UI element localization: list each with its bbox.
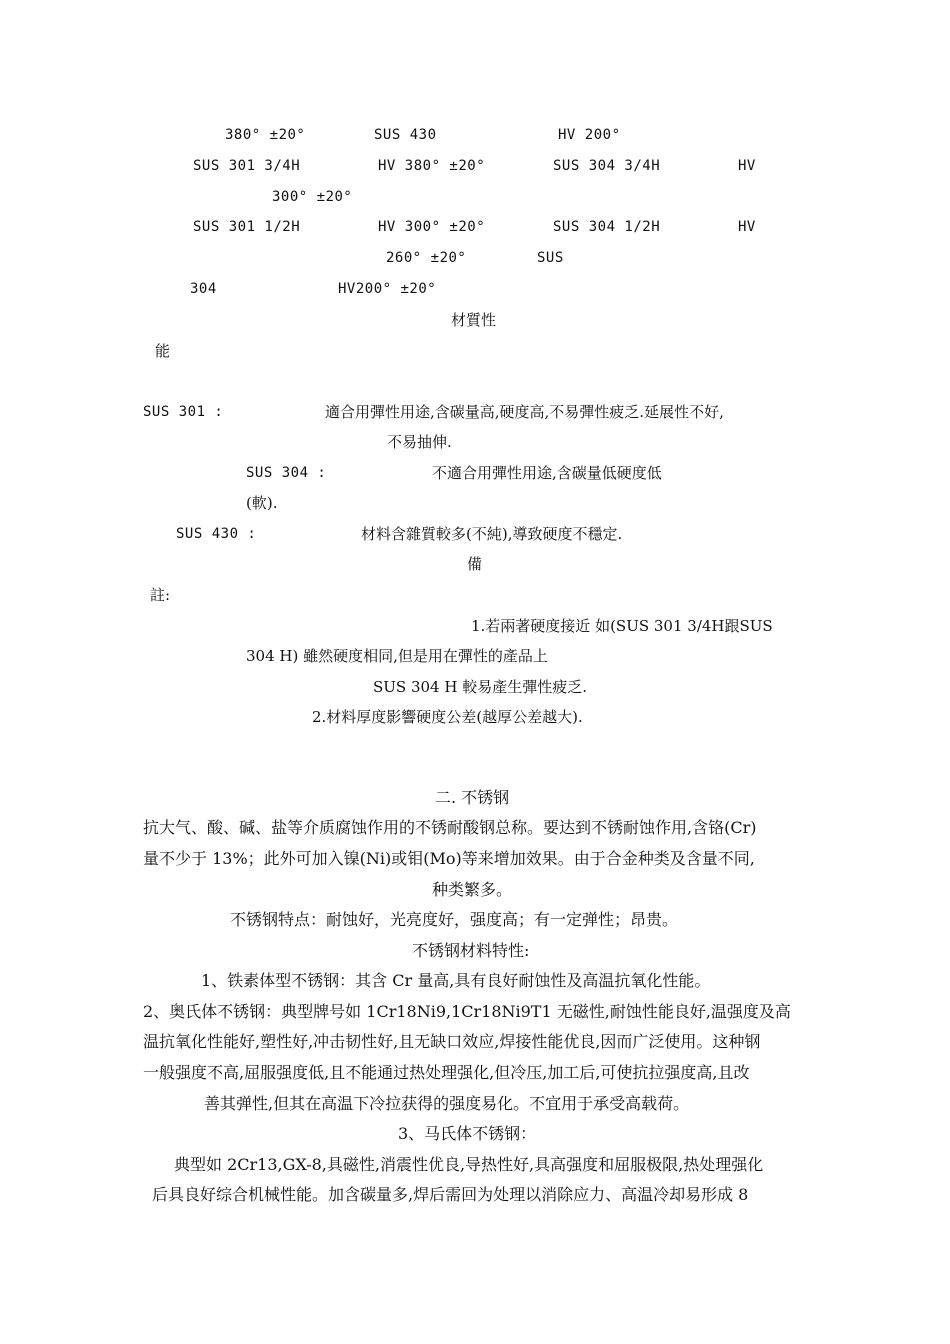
paragraph-line: 量不少于 13%；此外可加入镍(Ni)或钼(Mo)等来增加效果。由于合金种类及含量不同, [143,849,755,868]
material-desc: 材料含雜質較多(不純),導致硬度不穩定. [361,525,623,543]
spec-text: SUS [537,250,564,266]
material-desc: 不易抽伸. [387,433,452,451]
paragraph-line: 不锈钢材料特性: [412,941,530,960]
material-desc: (軟). [246,494,278,512]
material-desc: 適合用彈性用途,含碳量高,硬度高,不易彈性疲乏.延展性不好, [325,403,724,421]
paragraph-line: 抗大气、酸、碱、盐等介质腐蚀作用的不锈耐酸钢总称。要达到不锈耐蚀作用,含铬(Cr) [143,818,757,837]
paragraph-line: 善其弹性,但其在高温下冷拉获得的强度易化。不宜用于承受高载荷。 [204,1094,690,1113]
material-label: SUS 430 : [176,526,257,542]
material-heading-cont: 能 [155,342,171,360]
paragraph-line: 温抗氧化性能好,塑性好,冲击韧性好,且无缺口效应,焊接性能优良,因而广泛使用。这种钢 [143,1032,761,1051]
material-label: SUS 301 : [143,404,224,420]
section-title: 二. 不锈钢 [435,788,510,807]
spec-text: HV 200° [558,127,621,143]
spec-text: 380° ±20° [225,127,306,143]
material-label: SUS 304 : [246,465,327,481]
spec-text: SUS 304 1/2H [553,219,661,235]
remarks-heading-cont: 註: [150,586,171,604]
paragraph-line: 种类繁多。 [432,880,513,899]
paragraph-line: 不锈钢特点：耐蚀好，光亮度好，强度高；有一定弹性；昂贵。 [230,910,679,929]
spec-text: SUS 304 3/4H [553,158,661,174]
material-heading: 材質性 [451,311,497,329]
spec-text: 260° ±20° [386,250,467,266]
spec-text: HV [738,158,756,174]
spec-text: 300° ±20° [272,189,353,205]
paragraph-line: 3、马氏体不锈钢： [398,1124,537,1143]
remarks-heading: 備 [467,555,483,573]
spec-text: HV 380° ±20° [378,158,486,174]
spec-text: SUS 301 1/2H [193,219,301,235]
remark-line: SUS 304 H 較易產生彈性疲乏. [373,678,587,696]
spec-text: SUS 430 [374,127,437,143]
remark-line: 2.材料厚度影響硬度公差(越厚公差越大). [312,708,583,726]
paragraph-line: 1、铁素体型不锈钢：其含 Cr 量高,具有良好耐蚀性及高温抗氧化性能。 [201,971,711,990]
remark-line: 1.若兩著硬度接近 如(SUS 301 3/4H跟SUS [471,617,773,635]
remark-line: 304 H) 雖然硬度相同,但是用在彈性的產品上 [246,647,548,665]
spec-text: HV200° ±20° [338,281,437,297]
paragraph-line: 后具良好综合机械性能。加含碳量多,焊后需回为处理以消除应力、高温冷却易形成 8 [152,1185,749,1204]
spec-text: HV [738,219,756,235]
paragraph-line: 典型如 2Cr13,GX-8,具磁性,消震性优良,导热性好,具高强度和屈服极限,热处理强化 [174,1155,764,1174]
material-desc: 不適合用彈性用途,含碳量低硬度低 [432,464,662,482]
paragraph-line: 一般强度不高,屈服强度低,且不能通过热处理强化,但冷压,加工后,可使抗拉强度高,且改 [143,1063,750,1082]
spec-text: 304 [190,281,217,297]
spec-text: HV 300° ±20° [378,219,486,235]
paragraph-line: 2、奥氏体不锈钢：典型牌号如 1Cr18Ni9,1Cr18Ni9T1 无磁性,耐蚀性能良好,温强度及高 [143,1002,791,1021]
spec-text: SUS 301 3/4H [193,158,301,174]
